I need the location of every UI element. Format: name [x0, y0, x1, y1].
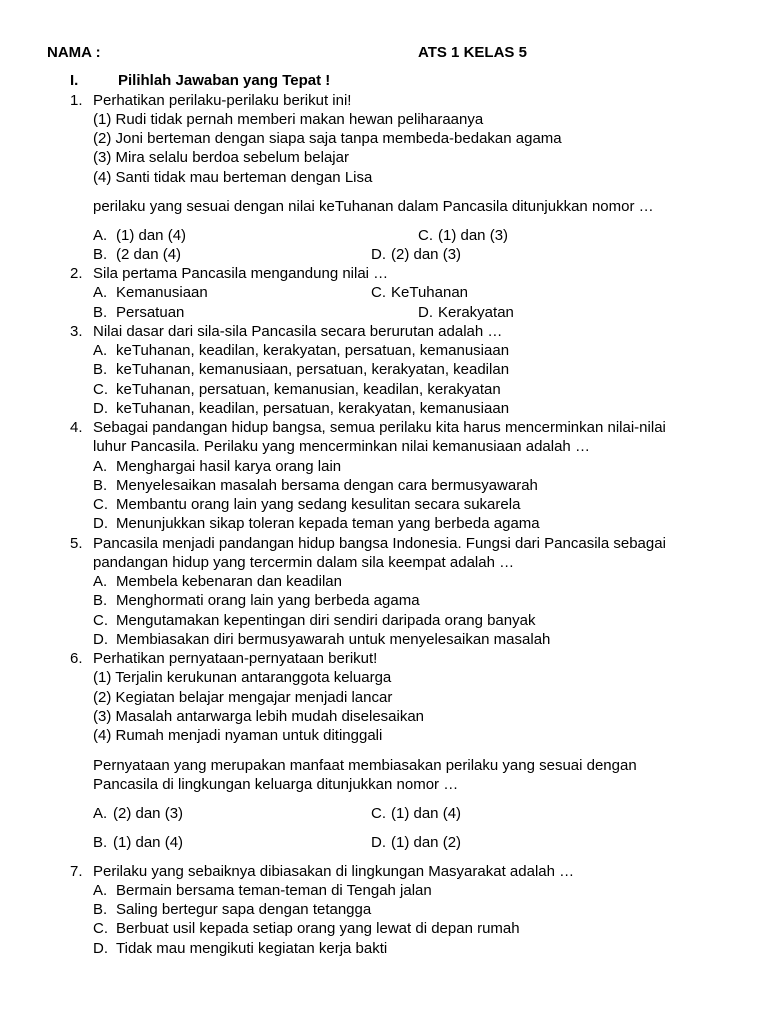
question-number: 7.: [70, 863, 83, 880]
option-b-letter: B.: [93, 477, 108, 494]
option-d-letter: D.: [93, 631, 108, 648]
statement: (4) Santi tidak mau berteman dengan Lisa: [93, 169, 373, 186]
exam-title: ATS 1 KELAS 5: [418, 44, 527, 61]
option-b-text: Persatuan: [116, 304, 185, 321]
statement: (1) Rudi tidak pernah memberi makan hewan peliharaanya: [93, 111, 484, 128]
option-a-text: keTuhanan, keadilan, kerakyatan, persatuan, kemanusiaan: [116, 342, 510, 359]
option-d-text: keTuhanan, keadilan, persatuan, kerakyatan, kemanusiaan: [116, 400, 510, 417]
option-a-text: Bermain bersama teman-teman di Tengah jalan: [116, 882, 432, 899]
question-stem: Sebagai pandangan hidup bangsa, semua perilaku kita harus mencerminkan nilai-nilai: [93, 419, 666, 436]
section-numeral: I.: [70, 72, 79, 89]
question-number: 2.: [70, 265, 83, 282]
option-b-text: keTuhanan, kemanusiaan, persatuan, kerakyatan, keadilan: [116, 361, 510, 378]
option-d-letter: D.: [93, 400, 108, 417]
option-c-letter: C.: [371, 284, 386, 301]
option-b-letter: B.: [93, 834, 108, 851]
option-c-text: Mengutamakan kepentingan diri sendiri daripada orang banyak: [116, 612, 536, 629]
question-number: 1.: [70, 92, 83, 109]
option-a-letter: A.: [93, 342, 108, 359]
option-c-letter: C.: [93, 612, 108, 629]
question-prompt: perilaku yang sesuai dengan nilai keTuhanan dalam Pancasila ditunjukkan nomor …: [93, 198, 654, 215]
option-b-letter: B.: [93, 592, 108, 609]
option-c-letter: C.: [418, 227, 433, 244]
option-b-letter: B.: [93, 901, 108, 918]
statement: (3) Mira selalu berdoa sebelum belajar: [93, 149, 349, 166]
question-stem: Nilai dasar dari sila-sila Pancasila secara berurutan adalah …: [93, 323, 503, 340]
option-c-text: KeTuhanan: [391, 284, 469, 301]
option-d-text: (1) dan (2): [391, 834, 462, 851]
question-stem: pandangan hidup yang tercermin dalam sila keempat adalah …: [93, 554, 515, 571]
option-d-letter: D.: [371, 834, 386, 851]
statement: (3) Masalah antarwarga lebih mudah diselesaikan: [93, 708, 425, 725]
option-d-text: (2) dan (3): [391, 246, 462, 263]
option-b-text: Menyelesaikan masalah bersama dengan cara bermusyawarah: [116, 477, 538, 494]
option-b-letter: B.: [93, 361, 108, 378]
option-c-text: Berbuat usil kepada setiap orang yang lewat di depan rumah: [116, 920, 520, 937]
question-number: 5.: [70, 535, 83, 552]
option-a-letter: A.: [93, 284, 108, 301]
statement: (1) Terjalin kerukunan antaranggota keluarga: [93, 669, 392, 686]
name-label: NAMA :: [47, 44, 101, 61]
option-b-text: (2 dan (4): [116, 246, 182, 263]
option-d-text: Menunjukkan sikap toleran kepada teman yang berbeda agama: [116, 515, 540, 532]
option-c-letter: C.: [371, 805, 386, 822]
option-a-letter: A.: [93, 573, 108, 590]
question-number: 3.: [70, 323, 83, 340]
option-d-text: Membiasakan diri bermusyawarah untuk menyelesaikan masalah: [116, 631, 551, 648]
question-stem: luhur Pancasila. Perilaku yang mencerminkan nilai kemanusiaan adalah …: [93, 438, 590, 455]
option-a-text: Kemanusiaan: [116, 284, 208, 301]
question-stem: Perhatikan pernyataan-pernyataan berikut!: [93, 650, 378, 667]
question-prompt: Pernyataan yang merupakan manfaat membiasakan perilaku yang sesuai dengan: [93, 757, 637, 774]
option-b-text: (1) dan (4): [113, 834, 184, 851]
option-a-text: (1) dan (4): [116, 227, 187, 244]
option-d-text: Tidak mau mengikuti kegiatan kerja bakti: [116, 940, 388, 957]
question-prompt: Pancasila di lingkungan keluarga ditunjukkan nomor …: [93, 776, 459, 793]
option-c-letter: C.: [93, 496, 108, 513]
option-b-letter: B.: [93, 304, 108, 321]
question-stem: Pancasila menjadi pandangan hidup bangsa Indonesia. Fungsi dari Pancasila sebagai: [93, 535, 666, 552]
statement: (2) Kegiatan belajar mengajar menjadi lancar: [93, 689, 393, 706]
option-a-letter: A.: [93, 458, 108, 475]
option-c-text: keTuhanan, persatuan, kemanusian, keadilan, kerakyatan: [116, 381, 501, 398]
question-number: 6.: [70, 650, 83, 667]
option-d-letter: D.: [418, 304, 433, 321]
section-title: Pilihlah Jawaban yang Tepat !: [118, 72, 331, 89]
option-a-letter: A.: [93, 882, 108, 899]
question-stem: Perhatikan perilaku-perilaku berikut ini!: [93, 92, 352, 109]
option-b-text: Menghormati orang lain yang berbeda agama: [116, 592, 420, 609]
option-b-text: Saling bertegur sapa dengan tetangga: [116, 901, 372, 918]
option-d-letter: D.: [93, 515, 108, 532]
option-a-letter: A.: [93, 805, 108, 822]
option-c-text: (1) dan (4): [391, 805, 462, 822]
statement: (4) Rumah menjadi nyaman untuk ditinggali: [93, 727, 383, 744]
statement: (2) Joni berteman dengan siapa saja tanpa membeda-bedakan agama: [93, 130, 562, 147]
question-number: 4.: [70, 419, 83, 436]
question-stem: Perilaku yang sebaiknya dibiasakan di lingkungan Masyarakat adalah …: [93, 863, 575, 880]
question-stem: Sila pertama Pancasila mengandung nilai …: [93, 265, 389, 282]
option-a-text: Membela kebenaran dan keadilan: [116, 573, 342, 590]
option-d-letter: D.: [93, 940, 108, 957]
option-d-text: Kerakyatan: [438, 304, 514, 321]
option-d-letter: D.: [371, 246, 386, 263]
option-b-letter: B.: [93, 246, 108, 263]
option-c-letter: C.: [93, 381, 108, 398]
option-c-text: (1) dan (3): [438, 227, 509, 244]
option-c-text: Membantu orang lain yang sedang kesulitan secara sukarela: [116, 496, 521, 513]
option-a-text: (2) dan (3): [113, 805, 184, 822]
option-c-letter: C.: [93, 920, 108, 937]
option-a-letter: A.: [93, 227, 108, 244]
option-a-text: Menghargai hasil karya orang lain: [116, 458, 342, 475]
